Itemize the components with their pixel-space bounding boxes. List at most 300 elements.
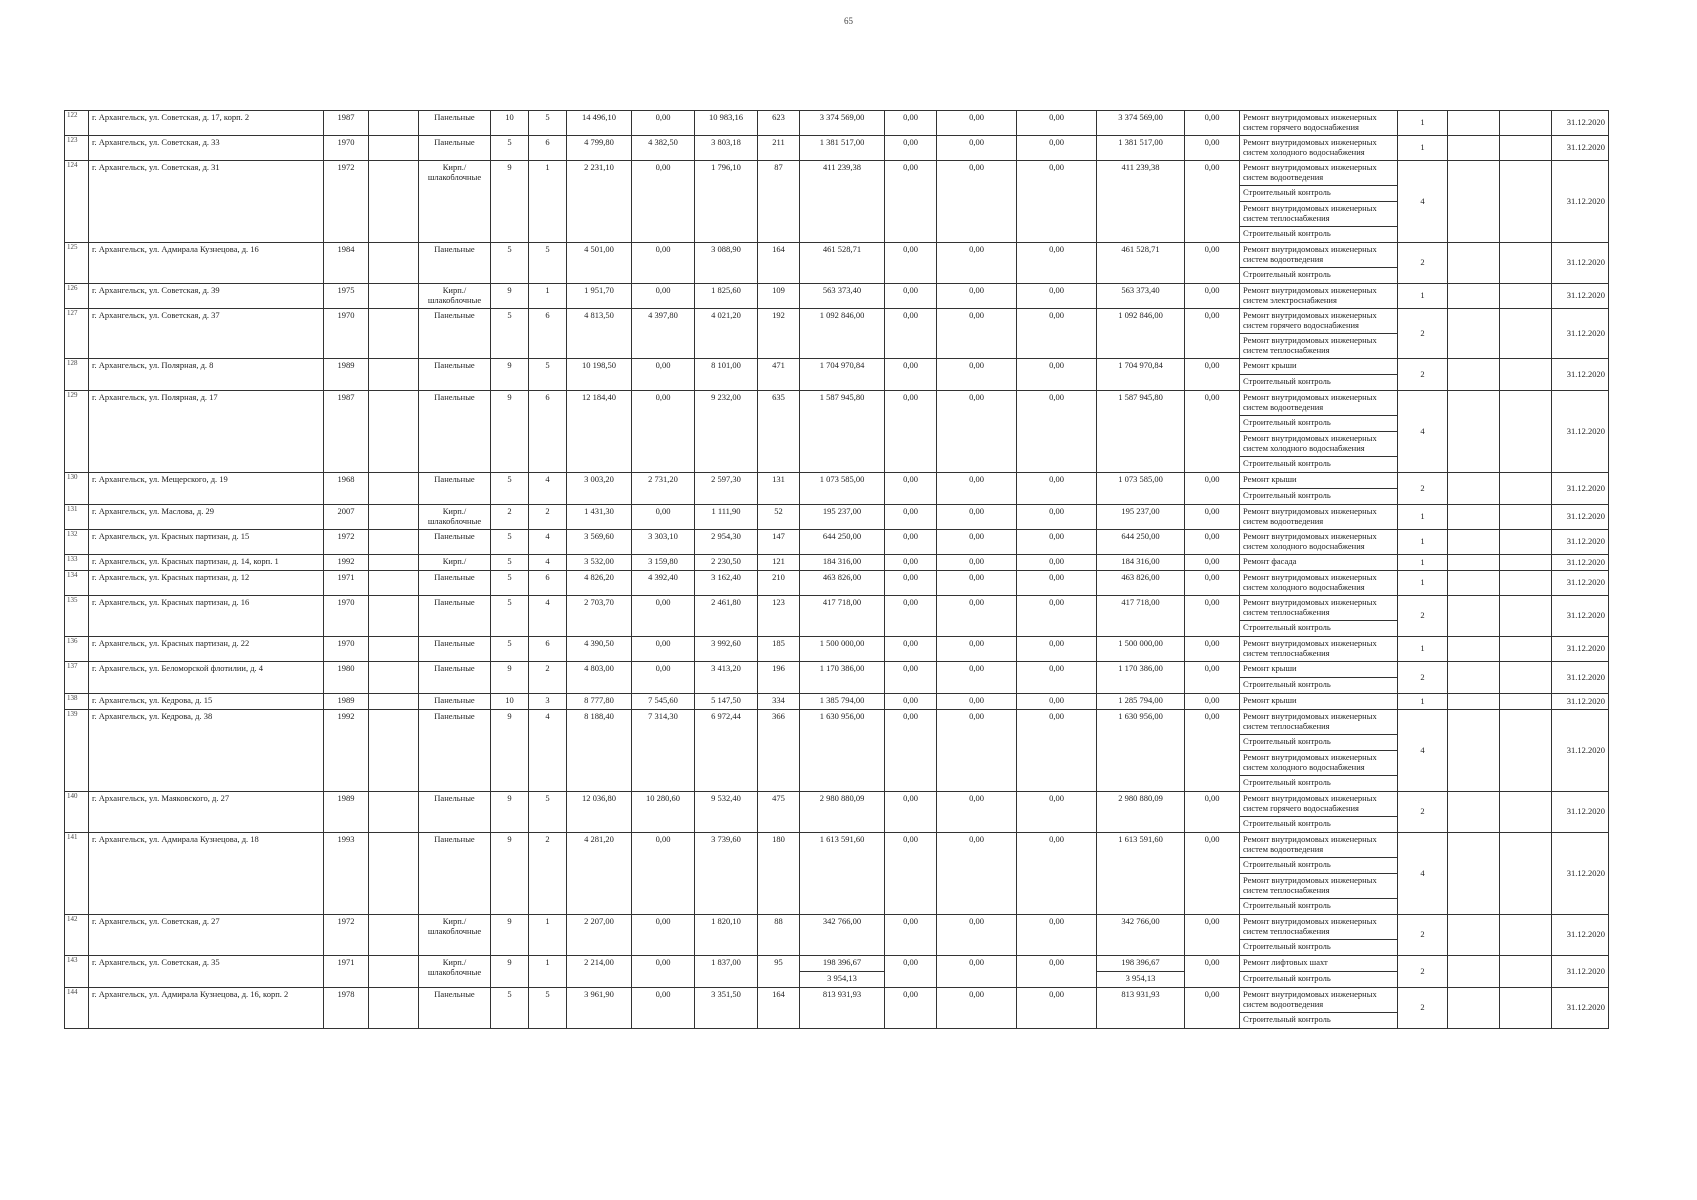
region-budget-cell: 0,00: [937, 710, 1017, 792]
work-item: Строительный контроль: [1243, 269, 1331, 279]
fund-cell: 0,00: [885, 571, 937, 596]
wall-material-cell: Панельные: [419, 136, 491, 161]
row-number: 139: [65, 710, 89, 792]
owners-funds-cell: 813 931,93: [1097, 988, 1185, 1029]
floors-cell: 5: [491, 637, 529, 662]
residential-area-cell: 1 796,10: [695, 161, 758, 243]
total-area-cell: 12 184,40: [567, 391, 632, 473]
fund-cell: 0,00: [885, 505, 937, 530]
owners-funds-cell: 342 766,00: [1097, 915, 1185, 956]
region-budget-cell: 0,00: [937, 596, 1017, 637]
empty-cell: [1448, 637, 1500, 662]
floors-cell: 5: [491, 136, 529, 161]
other-funds-cell: 0,00: [1185, 530, 1240, 555]
residents-cell: 210: [758, 571, 800, 596]
total-area-cell: 2 231,10: [567, 161, 632, 243]
deadline-cell: 31.12.2020: [1552, 833, 1609, 915]
entrances-cell: 5: [529, 243, 567, 284]
premises-area-cell: 0,00: [632, 359, 695, 391]
row-number: 144: [65, 988, 89, 1029]
floors-cell: 9: [491, 359, 529, 391]
address-cell: г. Архангельск, ул. Кедрова, д. 38: [89, 710, 324, 792]
deadline-cell: 31.12.2020: [1552, 161, 1609, 243]
year-cell: 1993: [324, 833, 369, 915]
work-item: Ремонт лифтовых шахт: [1240, 956, 1397, 972]
region-budget-cell: 0,00: [937, 505, 1017, 530]
work-item: Ремонт внутридомовых инженерных систем электроснабжения: [1243, 285, 1377, 305]
residents-cell: 109: [758, 284, 800, 309]
year-cell: 1972: [324, 161, 369, 243]
work-item: Строительный контроль: [1243, 376, 1331, 386]
floors-cell: 9: [491, 792, 529, 833]
other-funds-cell: 0,00: [1185, 161, 1240, 243]
work-item: Строительный контроль: [1243, 973, 1331, 983]
works-count-cell: 2: [1398, 915, 1448, 956]
wall-material-cell: Кирп./ шлакоблочные: [419, 284, 491, 309]
empty-cell: [369, 710, 419, 792]
works-cell: [1240, 710, 1398, 792]
local-budget-cell: 0,00: [1017, 555, 1097, 571]
owners-funds-cell: 1 073 585,00: [1097, 473, 1185, 505]
owners-funds-cell: 184 316,00: [1097, 555, 1185, 571]
other-funds-cell: 0,00: [1185, 309, 1240, 359]
residents-cell: 147: [758, 530, 800, 555]
local-budget-cell: 0,00: [1017, 915, 1097, 956]
work-item: Ремонт внутридомовых инженерных систем теплоснабжения: [1240, 874, 1397, 899]
cost-value-control: 3 954,13: [800, 971, 884, 986]
local-budget-cell: 0,00: [1017, 596, 1097, 637]
address-cell: г. Архангельск, ул. Красных партизан, д. 16: [89, 596, 324, 637]
table-row: [65, 243, 1609, 284]
address-cell: г. Архангельск, ул. Маяковского, д. 27: [89, 792, 324, 833]
work-item: Ремонт внутридомовых инженерных систем горячего водоснабжения: [1240, 792, 1397, 817]
works-count-cell: 1: [1398, 530, 1448, 555]
entrances-cell: 2: [529, 833, 567, 915]
other-funds-cell: 0,00: [1185, 988, 1240, 1029]
row-number: 143: [65, 956, 89, 988]
local-budget-cell: 0,00: [1017, 662, 1097, 694]
floors-cell: 9: [491, 915, 529, 956]
residential-area-cell: 3 351,50: [695, 988, 758, 1029]
local-budget-cell: 0,00: [1017, 710, 1097, 792]
total-area-cell: 3 003,20: [567, 473, 632, 505]
region-budget-cell: 0,00: [937, 284, 1017, 309]
residents-cell: 95: [758, 956, 800, 988]
deadline-cell: 31.12.2020: [1552, 596, 1609, 637]
empty-cell: [369, 136, 419, 161]
residential-area-cell: 3 088,90: [695, 243, 758, 284]
total-area-cell: 4 501,00: [567, 243, 632, 284]
empty-cell: [369, 530, 419, 555]
work-item: Строительный контроль: [1243, 490, 1331, 500]
empty-cell: [1448, 915, 1500, 956]
residential-area-cell: 10 983,16: [695, 111, 758, 136]
works-count-cell: 1: [1398, 136, 1448, 161]
region-budget-cell: 0,00: [937, 792, 1017, 833]
owners-funds-cell: 195 237,00: [1097, 505, 1185, 530]
wall-material-cell: Панельные: [419, 596, 491, 637]
year-cell: 1980: [324, 662, 369, 694]
row-number: 130: [65, 473, 89, 505]
works-count-cell: 1: [1398, 637, 1448, 662]
works-count-cell: 1: [1398, 284, 1448, 309]
work-item: Строительный контроль: [1240, 186, 1397, 202]
residents-cell: 196: [758, 662, 800, 694]
work-item: Ремонт крыши: [1240, 359, 1397, 375]
fund-cell: 0,00: [885, 915, 937, 956]
wall-material-cell: Панельные: [419, 111, 491, 136]
other-funds-cell: 0,00: [1185, 571, 1240, 596]
empty-cell: [1448, 505, 1500, 530]
empty-cell: [369, 596, 419, 637]
year-cell: 1984: [324, 243, 369, 284]
owners-funds-cell: 417 718,00: [1097, 596, 1185, 637]
premises-area-cell: 0,00: [632, 505, 695, 530]
empty-cell: [1448, 988, 1500, 1029]
cost-cell: 1 613 591,60: [800, 833, 885, 915]
cost-cell: 1 073 585,00: [800, 473, 885, 505]
total-area-cell: 2 703,70: [567, 596, 632, 637]
works-cell: [1240, 637, 1398, 662]
row-number: 140: [65, 792, 89, 833]
work-item: Ремонт крыши: [1240, 473, 1397, 489]
year-cell: 1989: [324, 694, 369, 710]
owners-funds-cell: 463 826,00: [1097, 571, 1185, 596]
empty-cell: [369, 243, 419, 284]
empty-cell: [1500, 915, 1552, 956]
premises-area-cell: 0,00: [632, 662, 695, 694]
year-cell: 1978: [324, 988, 369, 1029]
work-item: Ремонт крыши: [1243, 695, 1297, 705]
other-funds-cell: 0,00: [1185, 111, 1240, 136]
owners-funds-cell: 1 092 846,00: [1097, 309, 1185, 359]
total-area-cell: 4 281,20: [567, 833, 632, 915]
other-funds-cell: 0,00: [1185, 555, 1240, 571]
wall-material-cell: Панельные: [419, 662, 491, 694]
cost-value: 198 396,67: [822, 957, 862, 967]
empty-cell: [369, 111, 419, 136]
wall-material-cell: Панельные: [419, 988, 491, 1029]
residential-area-cell: 3 803,18: [695, 136, 758, 161]
works-count-cell: 2: [1398, 662, 1448, 694]
year-cell: 1970: [324, 309, 369, 359]
work-item: Строительный контроль: [1243, 228, 1331, 238]
deadline-cell: 31.12.2020: [1552, 309, 1609, 359]
residents-cell: 623: [758, 111, 800, 136]
fund-cell: 0,00: [885, 596, 937, 637]
empty-cell: [1500, 161, 1552, 243]
address-cell: г. Архангельск, ул. Полярная, д. 17: [89, 391, 324, 473]
address-cell: г. Архангельск, ул. Советская, д. 33: [89, 136, 324, 161]
floors-cell: 9: [491, 391, 529, 473]
works-cell: [1240, 530, 1398, 555]
floors-cell: 9: [491, 710, 529, 792]
premises-area-cell: 0,00: [632, 391, 695, 473]
residents-cell: 211: [758, 136, 800, 161]
address-cell: г. Архангельск, ул. Кедрова, д. 15: [89, 694, 324, 710]
cost-cell: 2 980 880,09: [800, 792, 885, 833]
deadline-cell: 31.12.2020: [1552, 530, 1609, 555]
work-item: Строительный контроль: [1243, 679, 1331, 689]
wall-material-cell: Панельные: [419, 571, 491, 596]
empty-cell: [1500, 359, 1552, 391]
total-area-cell: 12 036,80: [567, 792, 632, 833]
entrances-cell: 4: [529, 596, 567, 637]
year-cell: 1987: [324, 111, 369, 136]
premises-area-cell: 2 731,20: [632, 473, 695, 505]
deadline-cell: 31.12.2020: [1552, 505, 1609, 530]
address-cell: г. Архангельск, ул. Красных партизан, д. 22: [89, 637, 324, 662]
other-funds-cell: 0,00: [1185, 596, 1240, 637]
empty-cell: [1500, 111, 1552, 136]
year-cell: 1970: [324, 136, 369, 161]
empty-cell: [369, 662, 419, 694]
address-cell: г. Архангельск, ул. Красных партизан, д. 12: [89, 571, 324, 596]
empty-cell: [369, 555, 419, 571]
empty-cell: [1500, 662, 1552, 694]
entrances-cell: 1: [529, 284, 567, 309]
fund-cell: 0,00: [885, 956, 937, 988]
local-budget-cell: 0,00: [1017, 391, 1097, 473]
entrances-cell: 5: [529, 359, 567, 391]
wall-material-cell: Панельные: [419, 694, 491, 710]
other-funds-cell: 0,00: [1185, 359, 1240, 391]
owners-funds-cell: 1 170 386,00: [1097, 662, 1185, 694]
floors-cell: 9: [491, 956, 529, 988]
premises-area-cell: 3 159,80: [632, 555, 695, 571]
deadline-cell: 31.12.2020: [1552, 988, 1609, 1029]
year-cell: 1975: [324, 284, 369, 309]
premises-area-cell: 0,00: [632, 111, 695, 136]
row-number: 124: [65, 161, 89, 243]
table-row: [65, 596, 1609, 637]
premises-area-cell: 10 280,60: [632, 792, 695, 833]
works-count-cell: 4: [1398, 710, 1448, 792]
empty-cell: [369, 571, 419, 596]
table-row: [65, 161, 1609, 243]
total-area-cell: 3 961,90: [567, 988, 632, 1029]
work-item: Ремонт внутридомовых инженерных систем холодного водоснабжения: [1243, 531, 1377, 551]
residential-area-cell: 9 232,00: [695, 391, 758, 473]
empty-cell: [1448, 136, 1500, 161]
region-budget-cell: 0,00: [937, 530, 1017, 555]
other-funds-cell: 0,00: [1185, 136, 1240, 161]
address-cell: г. Архангельск, ул. Советская, д. 17, корп. 2: [89, 111, 324, 136]
address-cell: г. Архангельск, ул. Советская, д. 39: [89, 284, 324, 309]
fund-cell: 0,00: [885, 111, 937, 136]
owners-funds-cell: 1 587 945,80: [1097, 391, 1185, 473]
address-cell: г. Архангельск, ул. Адмирала Кузнецова, д. 18: [89, 833, 324, 915]
empty-cell: [1500, 833, 1552, 915]
entrances-cell: 2: [529, 505, 567, 530]
cost-cell: 644 250,00: [800, 530, 885, 555]
owners-funds-cell: 644 250,00: [1097, 530, 1185, 555]
premises-area-cell: 0,00: [632, 637, 695, 662]
table-row: [65, 505, 1609, 530]
row-number: 126: [65, 284, 89, 309]
residents-cell: 185: [758, 637, 800, 662]
region-budget-cell: 0,00: [937, 161, 1017, 243]
works-cell: [1240, 309, 1398, 359]
address-cell: г. Архангельск, ул. Советская, д. 37: [89, 309, 324, 359]
residents-cell: 334: [758, 694, 800, 710]
address-cell: г. Архангельск, ул. Полярная, д. 8: [89, 359, 324, 391]
empty-cell: [1448, 243, 1500, 284]
residential-area-cell: 5 147,50: [695, 694, 758, 710]
residential-area-cell: 3 739,60: [695, 833, 758, 915]
deadline-cell: 31.12.2020: [1552, 637, 1609, 662]
address-cell: г. Архангельск, ул. Мещерского, д. 19: [89, 473, 324, 505]
address-cell: г. Архангельск, ул. Советская, д. 27: [89, 915, 324, 956]
total-area-cell: 3 532,00: [567, 555, 632, 571]
empty-cell: [1500, 792, 1552, 833]
work-item: Ремонт внутридомовых инженерных систем теплоснабжения: [1240, 710, 1397, 735]
work-item: Ремонт внутридомовых инженерных систем водоотведения: [1240, 161, 1397, 186]
floors-cell: 5: [491, 243, 529, 284]
owners-funds-value-control: 3 954,13: [1097, 971, 1184, 986]
deadline-cell: 31.12.2020: [1552, 473, 1609, 505]
deadline-cell: 31.12.2020: [1552, 391, 1609, 473]
cost-cell: 1 500 000,00: [800, 637, 885, 662]
other-funds-cell: 0,00: [1185, 473, 1240, 505]
local-budget-cell: 0,00: [1017, 988, 1097, 1029]
entrances-cell: 5: [529, 792, 567, 833]
empty-cell: [1500, 988, 1552, 1029]
owners-funds-cell: 1 381 517,00: [1097, 136, 1185, 161]
deadline-cell: 31.12.2020: [1552, 694, 1609, 710]
entrances-cell: 1: [529, 915, 567, 956]
table-row: [65, 637, 1609, 662]
premises-area-cell: 0,00: [632, 988, 695, 1029]
residents-cell: 123: [758, 596, 800, 637]
owners-funds-cell: 3 374 569,00: [1097, 111, 1185, 136]
residential-area-cell: 8 101,00: [695, 359, 758, 391]
cost-cell: 1 587 945,80: [800, 391, 885, 473]
empty-cell: [1448, 596, 1500, 637]
cost-cell: 3 374 569,00: [800, 111, 885, 136]
work-item: Строительный контроль: [1240, 858, 1397, 874]
year-cell: 1972: [324, 530, 369, 555]
fund-cell: 0,00: [885, 637, 937, 662]
region-budget-cell: 0,00: [937, 473, 1017, 505]
cost-cell: 1 630 956,00: [800, 710, 885, 792]
floors-cell: 9: [491, 662, 529, 694]
deadline-cell: 31.12.2020: [1552, 792, 1609, 833]
entrances-cell: 3: [529, 694, 567, 710]
floors-cell: 5: [491, 596, 529, 637]
work-item: Ремонт внутридомовых инженерных систем теплоснабжения: [1243, 638, 1377, 658]
floors-cell: 5: [491, 530, 529, 555]
local-budget-cell: 0,00: [1017, 161, 1097, 243]
wall-material-cell: Панельные: [419, 637, 491, 662]
wall-material-cell: Кирп./ шлакоблочные: [419, 915, 491, 956]
wall-material-cell: Кирп./: [419, 555, 491, 571]
row-number: 137: [65, 662, 89, 694]
works-cell: [1240, 792, 1398, 833]
works-count-cell: 2: [1398, 988, 1448, 1029]
work-item: Строительный контроль: [1243, 458, 1331, 468]
residential-area-cell: 1 820,10: [695, 915, 758, 956]
work-item: Ремонт внутридомовых инженерных систем холодного водоснабжения: [1243, 572, 1377, 592]
works-count-cell: 1: [1398, 505, 1448, 530]
table-body: [65, 111, 1609, 1029]
fund-cell: 0,00: [885, 792, 937, 833]
cost-cell: [800, 956, 885, 988]
cost-cell: 461 528,71: [800, 243, 885, 284]
local-budget-cell: 0,00: [1017, 309, 1097, 359]
other-funds-cell: 0,00: [1185, 505, 1240, 530]
work-item: Ремонт внутридомовых инженерных систем водоотведения: [1240, 833, 1397, 858]
wall-material-cell: Панельные: [419, 359, 491, 391]
work-item: Строительный контроль: [1243, 622, 1331, 632]
empty-cell: [1448, 111, 1500, 136]
residential-area-cell: 3 413,20: [695, 662, 758, 694]
fund-cell: 0,00: [885, 309, 937, 359]
floors-cell: 10: [491, 111, 529, 136]
works-cell: [1240, 662, 1398, 694]
empty-cell: [369, 473, 419, 505]
row-number: 128: [65, 359, 89, 391]
total-area-cell: 2 207,00: [567, 915, 632, 956]
cost-cell: 195 237,00: [800, 505, 885, 530]
table-row: [65, 309, 1609, 359]
empty-cell: [369, 359, 419, 391]
address-cell: г. Архангельск, ул. Адмирала Кузнецова, д. 16: [89, 243, 324, 284]
fund-cell: 0,00: [885, 391, 937, 473]
wall-material-cell: Панельные: [419, 243, 491, 284]
floors-cell: 5: [491, 473, 529, 505]
empty-cell: [1500, 694, 1552, 710]
work-item: Ремонт внутридомовых инженерных систем водоотведения: [1243, 506, 1377, 526]
empty-cell: [1500, 637, 1552, 662]
region-budget-cell: 0,00: [937, 391, 1017, 473]
wall-material-cell: Панельные: [419, 530, 491, 555]
local-budget-cell: 0,00: [1017, 637, 1097, 662]
premises-area-cell: 7 314,30: [632, 710, 695, 792]
other-funds-cell: 0,00: [1185, 956, 1240, 988]
owners-funds-cell: 1 613 591,60: [1097, 833, 1185, 915]
works-count-cell: 4: [1398, 391, 1448, 473]
deadline-cell: 31.12.2020: [1552, 710, 1609, 792]
entrances-cell: 6: [529, 309, 567, 359]
works-count-cell: 2: [1398, 359, 1448, 391]
works-cell: [1240, 915, 1398, 956]
premises-area-cell: 4 392,40: [632, 571, 695, 596]
row-number: 141: [65, 833, 89, 915]
works-cell: [1240, 833, 1398, 915]
year-cell: 1970: [324, 596, 369, 637]
empty-cell: [1500, 571, 1552, 596]
entrances-cell: 4: [529, 530, 567, 555]
cost-cell: 463 826,00: [800, 571, 885, 596]
year-cell: 1989: [324, 792, 369, 833]
works-count-cell: 4: [1398, 161, 1448, 243]
work-item: Ремонт внутридомовых инженерных систем теплоснабжения: [1240, 202, 1397, 227]
year-cell: 2007: [324, 505, 369, 530]
empty-cell: [1448, 956, 1500, 988]
entrances-cell: 4: [529, 473, 567, 505]
empty-cell: [1500, 136, 1552, 161]
deadline-cell: 31.12.2020: [1552, 915, 1609, 956]
residential-area-cell: 1 825,60: [695, 284, 758, 309]
local-budget-cell: 0,00: [1017, 136, 1097, 161]
empty-cell: [1448, 309, 1500, 359]
owners-funds-cell: 1 630 956,00: [1097, 710, 1185, 792]
region-budget-cell: 0,00: [937, 988, 1017, 1029]
local-budget-cell: 0,00: [1017, 473, 1097, 505]
year-cell: 1992: [324, 710, 369, 792]
wall-material-cell: Панельные: [419, 391, 491, 473]
